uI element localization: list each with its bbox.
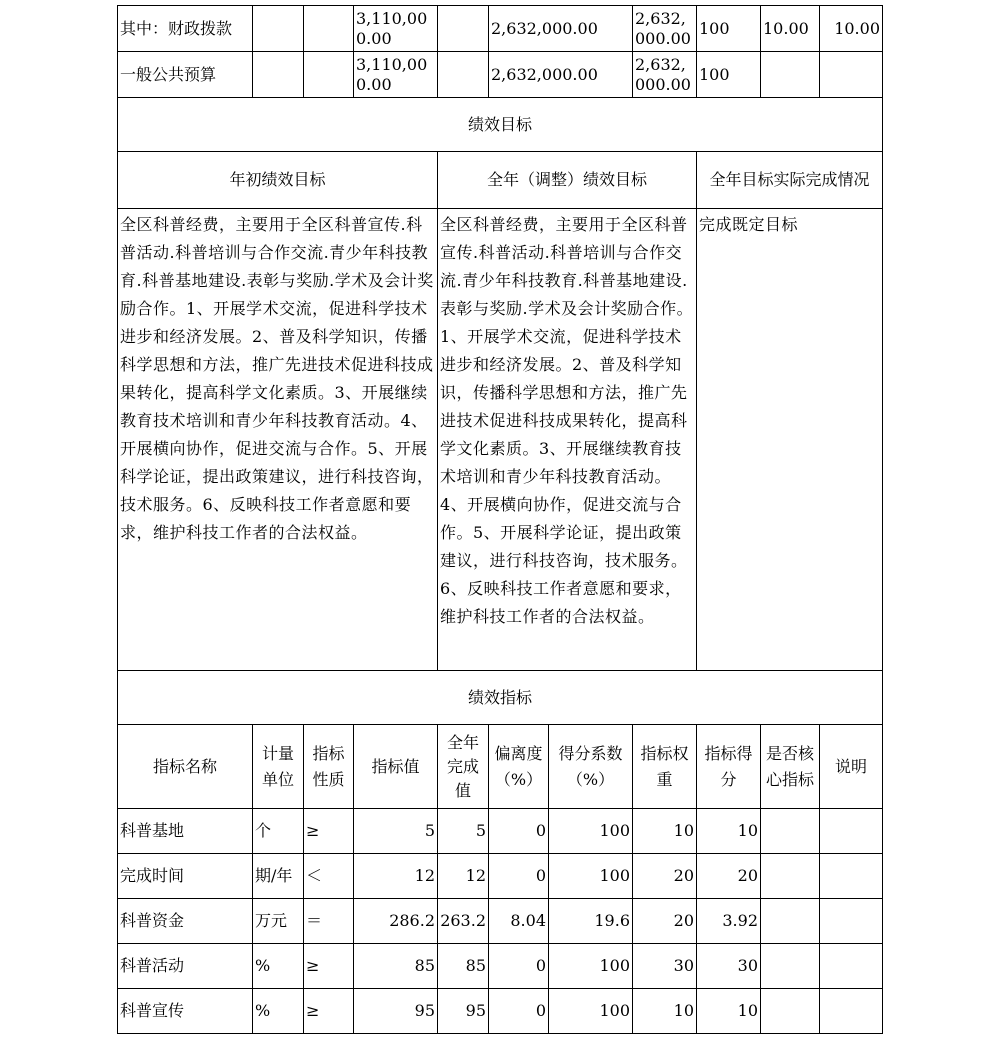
indicator-weight: 20 (633, 899, 697, 944)
indicator-unit: % (253, 989, 304, 1034)
goals-section-title: 绩效目标 (118, 98, 883, 152)
header-weight: 指标权重 (633, 725, 697, 809)
header-score: 指标得分 (697, 725, 761, 809)
header-actual: 全年完成值 (438, 725, 489, 809)
indicator-target: 5 (354, 809, 438, 854)
indicator-row (118, 899, 883, 944)
indicator-target: 95 (354, 989, 438, 1034)
indicator-unit: 万元 (253, 899, 304, 944)
indicator-note (820, 989, 883, 1034)
indicator-core (761, 899, 820, 944)
indicator-weight: 10 (633, 809, 697, 854)
goals-adjusted-text: 全区科普经费，主要用于全区科普宣传.科普活动.科普培训与合作交流.青少年科技教育.科普基地建设.表彰与奖励.学术及会计奖励合作。1、开展学术交流，促进科学技术进步和经济发展。2、普及科学知识，传播科学思想和方法，推广先进技术促进科技成果转化，提高科学文化素质。3、开展继续教育技术培训和青少年科技教育活动。4、开展横向协作，促进交流与合作。5、开展科学论证，提出政策建议，进行科技咨询，技术服务。6、反映科技工作者意愿和要求，维护科技工作者的合法权益。 (438, 209, 697, 671)
funding-score (820, 52, 883, 98)
indicator-actual: 5 (438, 809, 489, 854)
indicator-deviation: 0 (489, 944, 549, 989)
indicator-coefficient: 100 (549, 809, 633, 854)
indicator-coefficient: 19.6 (549, 899, 633, 944)
indicator-actual: 95 (438, 989, 489, 1034)
indicator-score: 10 (697, 989, 761, 1034)
indicator-deviation: 0 (489, 809, 549, 854)
indicator-note (820, 899, 883, 944)
indicator-nature: ≥ (304, 989, 354, 1034)
indicator-target: 12 (354, 854, 438, 899)
header-name: 指标名称 (118, 725, 253, 809)
funding-name: 一般公共预算 (118, 52, 253, 98)
funding-row (118, 52, 883, 98)
indicator-unit: % (253, 944, 304, 989)
indicator-core (761, 854, 820, 899)
funding-name: 其中：财政拨款 (118, 6, 253, 52)
funding-rate: 100 (697, 52, 761, 98)
indicator-nature: ＝ (304, 899, 354, 944)
indicator-weight: 10 (633, 989, 697, 1034)
funding-v1: 3,110,000.00 (354, 6, 438, 52)
indicator-row (118, 809, 883, 854)
indicator-nature: ≥ (304, 809, 354, 854)
goals-col-initial: 年初绩效目标 (118, 152, 438, 209)
header-target: 指标值 (354, 725, 438, 809)
indicator-actual: 85 (438, 944, 489, 989)
goals-col-adjusted: 全年（调整）绩效目标 (438, 152, 697, 209)
indicator-target: 286.2 (354, 899, 438, 944)
indicator-core (761, 809, 820, 854)
indicator-name: 科普活动 (118, 944, 253, 989)
indicator-name: 科普资金 (118, 899, 253, 944)
header-core: 是否核心指标 (761, 725, 820, 809)
goals-actual-text: 完成既定目标 (697, 209, 883, 671)
funding-v2: 2,632,000.00 (489, 52, 633, 98)
indicator-actual: 12 (438, 854, 489, 899)
header-nature: 指标性质 (304, 725, 354, 809)
indicator-nature: ≥ (304, 944, 354, 989)
performance-table (117, 5, 883, 1034)
indicator-core (761, 989, 820, 1034)
indicator-row (118, 989, 883, 1034)
header-note: 说明 (820, 725, 883, 809)
indicator-coefficient: 100 (549, 989, 633, 1034)
indicator-deviation: 0 (489, 989, 549, 1034)
funding-row (118, 6, 883, 52)
indicator-note (820, 944, 883, 989)
indicator-weight: 20 (633, 854, 697, 899)
funding-v2: 2,632,000.00 (489, 6, 633, 52)
indicator-coefficient: 100 (549, 854, 633, 899)
indicator-score: 30 (697, 944, 761, 989)
indicator-row (118, 854, 883, 899)
indicator-nature: ＜ (304, 854, 354, 899)
indicator-unit: 期/年 (253, 854, 304, 899)
indicator-weight: 30 (633, 944, 697, 989)
funding-rate: 100 (697, 6, 761, 52)
indicator-coefficient: 100 (549, 944, 633, 989)
header-deviation: 偏离度（%） (489, 725, 549, 809)
funding-v3: 2,632,000.00 (633, 52, 697, 98)
indicator-core (761, 944, 820, 989)
indicator-score: 20 (697, 854, 761, 899)
goals-initial-text: 全区科普经费，主要用于全区科普宣传.科普活动.科普培训与合作交流.青少年科技教育.科普基地建设.表彰与奖励.学术及会计奖励合作。1、开展学术交流，促进科学技术进步和经济发展。2、普及科学知识，传播科学思想和方法，推广先进技术促进科技成果转化，提高科学文化素质。3、开展继续教育技术培训和青少年科技教育活动。4、开展横向协作，促进交流与合作。5、开展科学论证，提出政策建议，进行科技咨询，技术服务。6、反映科技工作者意愿和要求，维护科技工作者的合法权益。 (118, 209, 438, 671)
funding-weight (761, 52, 820, 98)
header-coefficient: 得分系数（%） (549, 725, 633, 809)
indicator-score: 3.92 (697, 899, 761, 944)
indicator-name: 完成时间 (118, 854, 253, 899)
goals-col-actual: 全年目标实际完成情况 (697, 152, 883, 209)
indicator-target: 85 (354, 944, 438, 989)
indicator-deviation: 0 (489, 854, 549, 899)
funding-score: 10.00 (820, 6, 883, 52)
indicators-section-title: 绩效指标 (118, 671, 883, 725)
indicator-name: 科普基地 (118, 809, 253, 854)
header-unit: 计量单位 (253, 725, 304, 809)
indicator-deviation: 8.04 (489, 899, 549, 944)
indicator-note (820, 809, 883, 854)
indicator-actual: 263.2 (438, 899, 489, 944)
indicator-note (820, 854, 883, 899)
indicators-header-row (118, 725, 883, 809)
funding-v1: 3,110,000.00 (354, 52, 438, 98)
indicator-name: 科普宣传 (118, 989, 253, 1034)
indicator-score: 10 (697, 809, 761, 854)
funding-weight: 10.00 (761, 6, 820, 52)
funding-v3: 2,632,000.00 (633, 6, 697, 52)
indicator-unit: 个 (253, 809, 304, 854)
indicator-row (118, 944, 883, 989)
